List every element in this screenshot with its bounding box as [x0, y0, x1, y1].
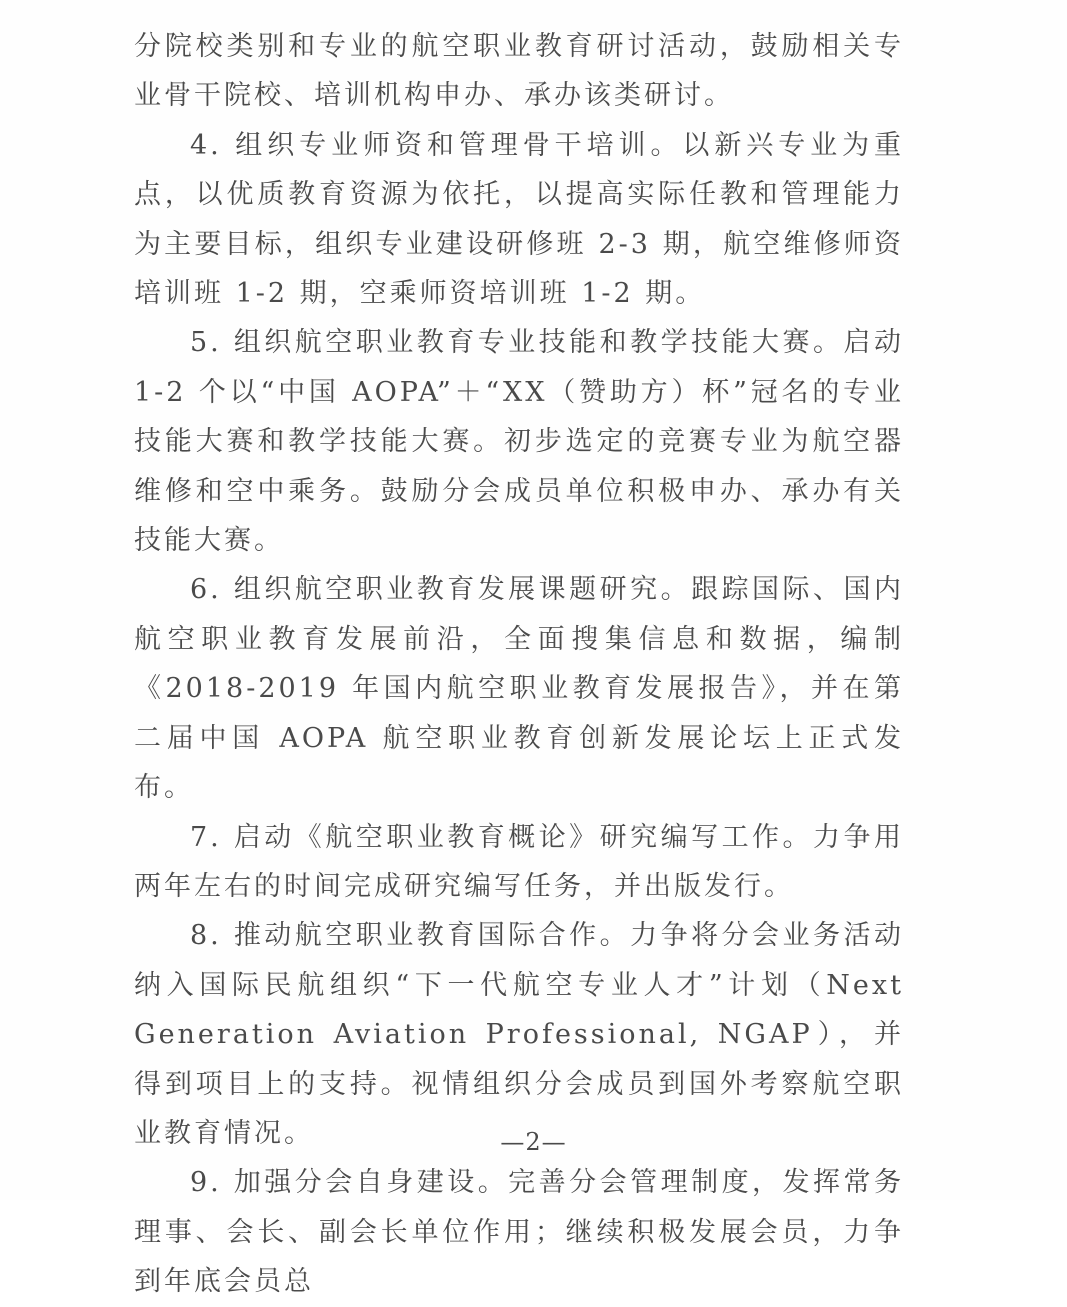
- document-body: [134, 22, 904, 1307]
- page-number: —2—: [500, 1128, 567, 1156]
- paragraph-item-8: 8. 推动航空职业教育国际合作。力争将分会业务活动纳入国际民航组织“下一代航空专业人才”计划（Next Generation Aviation Professional, NGAP），并得到项目上的支持。视情组织分会成员到国外考察航空职业教育情况。: [134, 920, 904, 1149]
- paragraph-continuation: 分院校类别和专业的航空职业教育研讨活动，鼓励相关专业骨干院校、培训机构申办、承办该类研讨。: [134, 31, 904, 112]
- paragraph-item-4: 4. 组织专业师资和管理骨干培训。以新兴专业为重点，以优质教育资源为依托，以提高实际任教和管理能力为主要目标，组织专业建设研修班 2-3 期，航空维修师资培训班 1-2 期，空乘师资培训班 1-2 期。: [134, 129, 904, 310]
- paragraph-item-9: 9. 加强分会自身建设。完善分会管理制度，发挥常务理事、会长、副会长单位作用；继续积极发展会员，力争到年底会员总: [134, 1167, 904, 1298]
- paragraph-item-7: 7. 启动《航空职业教育概论》研究编写工作。力争用两年左右的时间完成研究编写任务，并出版发行。: [134, 821, 904, 902]
- paragraph-item-5: 5. 组织航空职业教育专业技能和教学技能大赛。启动 1-2 个以“中国 AOPA”＋“XX（赞助方）杯”冠名的专业技能大赛和教学技能大赛。初步选定的竞赛专业为航空器维修和空中乘务。鼓励分会成员单位积极申办、承办有关技能大赛。: [134, 327, 904, 557]
- paragraph-item-6: 6. 组织航空职业教育发展课题研究。跟踪国际、国内航空职业教育发展前沿，全面搜集信息和数据，编制《2018-2019 年国内航空职业教育发展报告》，并在第二届中国 AOPA 航空职业教育创新发展论坛上正式发布。: [134, 574, 904, 804]
